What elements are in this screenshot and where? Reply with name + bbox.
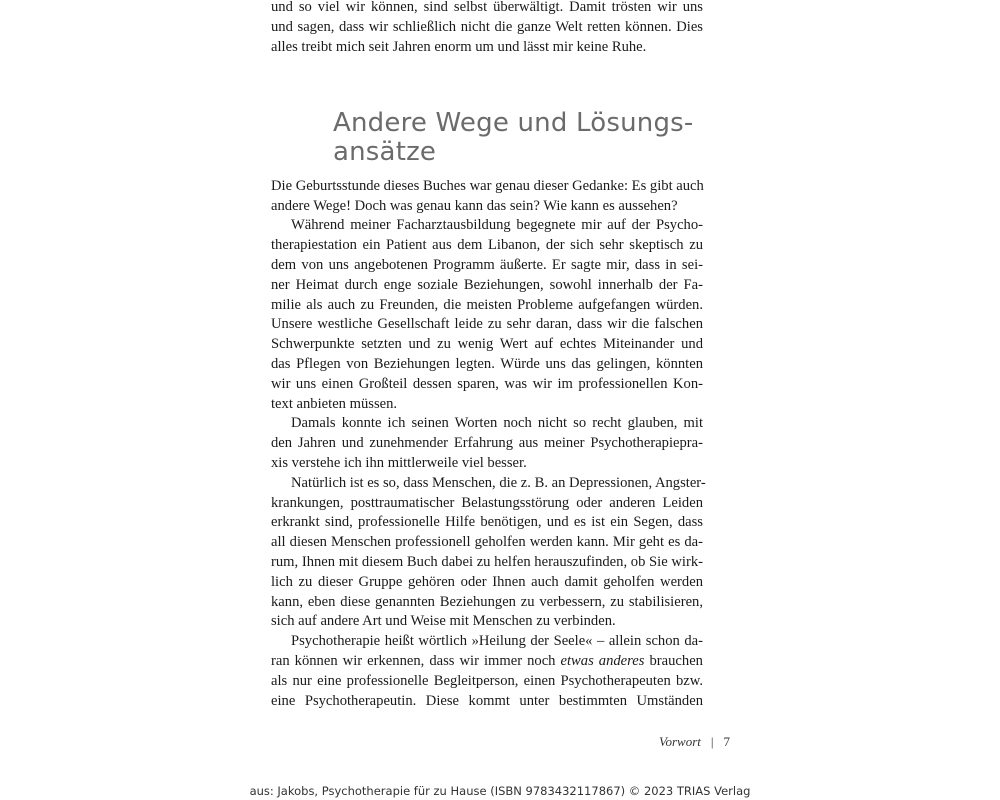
text-line: Die Geburtsstunde dieses Buches war genau dieser Gedanke: Es gibt auch [271, 178, 704, 194]
text-line: und sagen, dass wir schließlich nicht die ganze Welt retten können. Dies [271, 19, 703, 35]
text-line: ner Heimat durch enge soziale Beziehungen, sowohl innerhalb der Fa- [271, 277, 703, 293]
text-span: brauchen [644, 653, 703, 669]
running-foot [600, 734, 730, 750]
text-span: ran können wir erkennen, dass wir immer noch [271, 653, 561, 669]
emphasized-text: etwas anderes [560, 653, 645, 669]
text-line: und so viel wir können, sind selbst überwältigt. Damit trösten wir uns [271, 0, 703, 15]
section-heading-line-1: Andere Wege und Lösungs- [333, 108, 694, 138]
text-line: rum, Ihnen mit diesem Buch dabei zu helfen herauszufinden, ob Sie wirk- [271, 554, 703, 570]
text-line: eine Psychotherapeutin. Diese kommt unter bestimmten Umständen [271, 693, 703, 709]
separator: | [710, 734, 714, 749]
text-line: Psychotherapie heißt wörtlich »Heilung der Seele« – allein schon da- [291, 633, 703, 649]
text-line: den Jahren und zunehmender Erfahrung aus meiner Psychotherapiepra- [271, 435, 703, 451]
section-heading-line-2: ansätze [333, 137, 437, 167]
text-line: erkrankt sind, professionelle Hilfe benötigen, und es ist ein Segen, dass [271, 514, 703, 530]
text-line: xis verstehe ich ihn mittlerweile viel besser. [271, 455, 527, 471]
section-name: Vorwort [658, 734, 701, 749]
text-line: Natürlich ist es so, dass Menschen, die z. B. an Depressionen, Angster- [291, 475, 706, 491]
text-line: das Pflegen von Beziehungen legten. Würde uns das gelingen, könnten [271, 356, 703, 372]
text-line: andere Wege! Doch was genau kann das sein? Wie kann es aussehen? [271, 198, 678, 214]
text-line-with-emphasis [271, 652, 703, 672]
text-line: Damals konnte ich seinen Worten noch nicht so recht glauben, mit [291, 415, 703, 431]
text-line: Unsere westliche Gesellschaft leide zu sehr daran, dass wir die falschen [271, 316, 703, 332]
text-line: dem von uns angebotenen Programm äußerte. Er sagte mir, dass in sei- [271, 257, 703, 273]
text-line: krankungen, posttraumatischer Belastungsstörung oder anderen Leiden [271, 495, 703, 511]
text-line: sich auf andere Art und Weise mit Menschen zu verbinden. [271, 613, 616, 629]
source-citation: aus: Jakobs, Psychotherapie für zu Hause (ISBN 9783432117867) © 2023 TRIAS Verlag [249, 784, 751, 798]
text-line: lich zu dieser Gruppe gehören oder Ihnen auch damit geholfen werden [271, 574, 703, 590]
text-line: text anbieten müssen. [271, 396, 398, 412]
text-line: wir uns einen Großteil dessen sparen, was wir im professionellen Kon- [271, 376, 703, 392]
text-line: milie als auch zu Freunden, die meisten Probleme aufgefangen würden. [271, 297, 703, 313]
text-line: all diesen Menschen professionell geholfen werden kann. Mir geht es da- [271, 534, 703, 550]
text-line: therapiestation ein Patient aus dem Libanon, der sich sehr skeptisch zu [271, 237, 703, 253]
text-line: als nur eine professionelle Begleitperson, einen Psychotherapeuten bzw. [271, 673, 703, 689]
text-line: Schwerpunkte setzten und zu wenig Wert auf echtes Miteinander und [271, 336, 703, 352]
text-line: alles treibt mich seit Jahren enorm um und lässt mir keine Ruhe. [271, 39, 647, 55]
page-number: 7 [723, 734, 730, 749]
text-line: Während meiner Facharztausbildung begegnete mir auf der Psycho- [291, 217, 703, 233]
text-line: kann, eben diese genannten Beziehungen zu verbessern, zu stabilisieren, [271, 594, 703, 610]
